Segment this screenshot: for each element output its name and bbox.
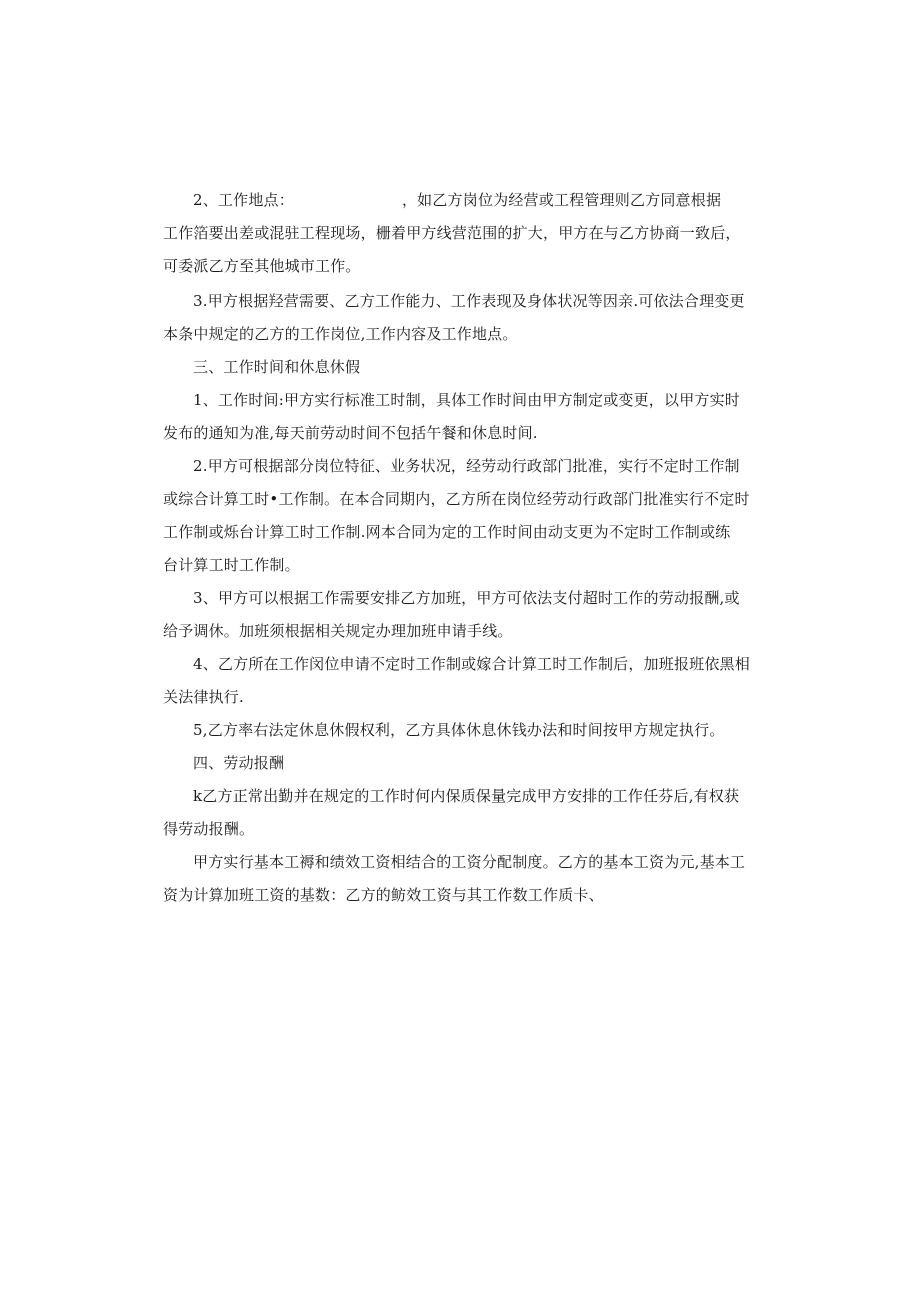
paragraph-line: 工作制或烁台计算工时工作制.网本合同为定的工作时间由动支更为不定时工作制或练 (163, 523, 731, 541)
paragraph-line: 5,乙方率右法定休息休假权利，乙方具体休息休钱办法和时间按甲方规定执行。 (193, 721, 725, 739)
paragraph-line: 台计算工时工作制。 (163, 556, 300, 574)
paragraph-line: 给予调休。加班须根据相关规定办理加班申请手线。 (163, 622, 513, 640)
paragraph-line: 甲方实行基本工褥和绩效工资相结合的工资分配制度。乙方的基本工资为元,基本工 (193, 853, 746, 871)
paragraph-line: 4、乙方所在工作闵位申请不定时工作制或嫁合计算工时工作制后，加班报班依黑相 (193, 655, 750, 673)
paragraph-line: 本条中规定的乙方的工作岗位,工作内容及工作地点。 (163, 325, 518, 343)
work-location-label: 2、工作地点： (193, 191, 294, 209)
paragraph-line: 1、工作时间:甲方实行标准工时制，具体工作时间由甲方制定或变更，以甲方实时 (193, 391, 741, 409)
paragraph-line: 3、甲方可以根据工作需要安排乙方加班，甲方可依法支付超时工作的劳动报酬,或 (193, 589, 740, 607)
paragraph-overtime-rules (163, 648, 763, 714)
paragraph-line: 3.甲方根据羟营需要、乙方工作能力、工作表现及身体状况等因亲.可依法合理变更 (193, 292, 745, 310)
paragraph-line-tail: ，如乙方岗位为经营或工程管理则乙方同意根据 (401, 191, 722, 209)
paragraph-line: k乙方正常出勤并在规定的工作时何内保质保量完成甲方安排的工作任芬后,有权获 (193, 787, 740, 805)
paragraph-line: 资为计算加班工资的基数：乙方的鲂效工资与其工作数工作质卡、 (163, 886, 604, 904)
paragraph-right-to-pay (163, 780, 763, 846)
paragraph-line: 关法律执行. (163, 688, 244, 706)
paragraph-irregular-hours (163, 450, 763, 582)
paragraph-salary-structure (163, 846, 763, 912)
paragraph-line (163, 184, 763, 217)
document-body (163, 191, 763, 912)
section-heading: 三、工作时间和休息休假 (193, 358, 361, 376)
section-heading-remuneration (163, 747, 763, 780)
paragraph-line: 2.甲方可根据部分岗位特征、业务状况，经劳动行政部门批准，实行不定时工作制 (193, 457, 740, 475)
paragraph-change-post (163, 285, 763, 351)
paragraph-working-time (163, 384, 763, 450)
paragraph-overtime (163, 582, 763, 648)
section-heading-working-hours (163, 351, 763, 384)
paragraph-line: 得劳动报酬。 (163, 820, 255, 838)
paragraph-line: 或综合计算工时•工作制。在本合同期内，乙方所在岗位经劳动行政部门批准实行不定时 (163, 490, 750, 508)
paragraph-line: 工作箔要出差或混驻工程现场，栅着甲方线营范围的扩大，甲方在与乙方协商一致后， (163, 224, 741, 242)
section-heading: 四、劳动报酬 (193, 754, 285, 772)
paragraph-holidays (163, 714, 763, 747)
paragraph-line: 发布的通知为准,每天前劳动时间不包括午餐和休息时间. (163, 424, 538, 442)
paragraph-work-location (163, 184, 763, 283)
paragraph-line: 可委派乙方至其他城市工作。 (163, 257, 361, 275)
